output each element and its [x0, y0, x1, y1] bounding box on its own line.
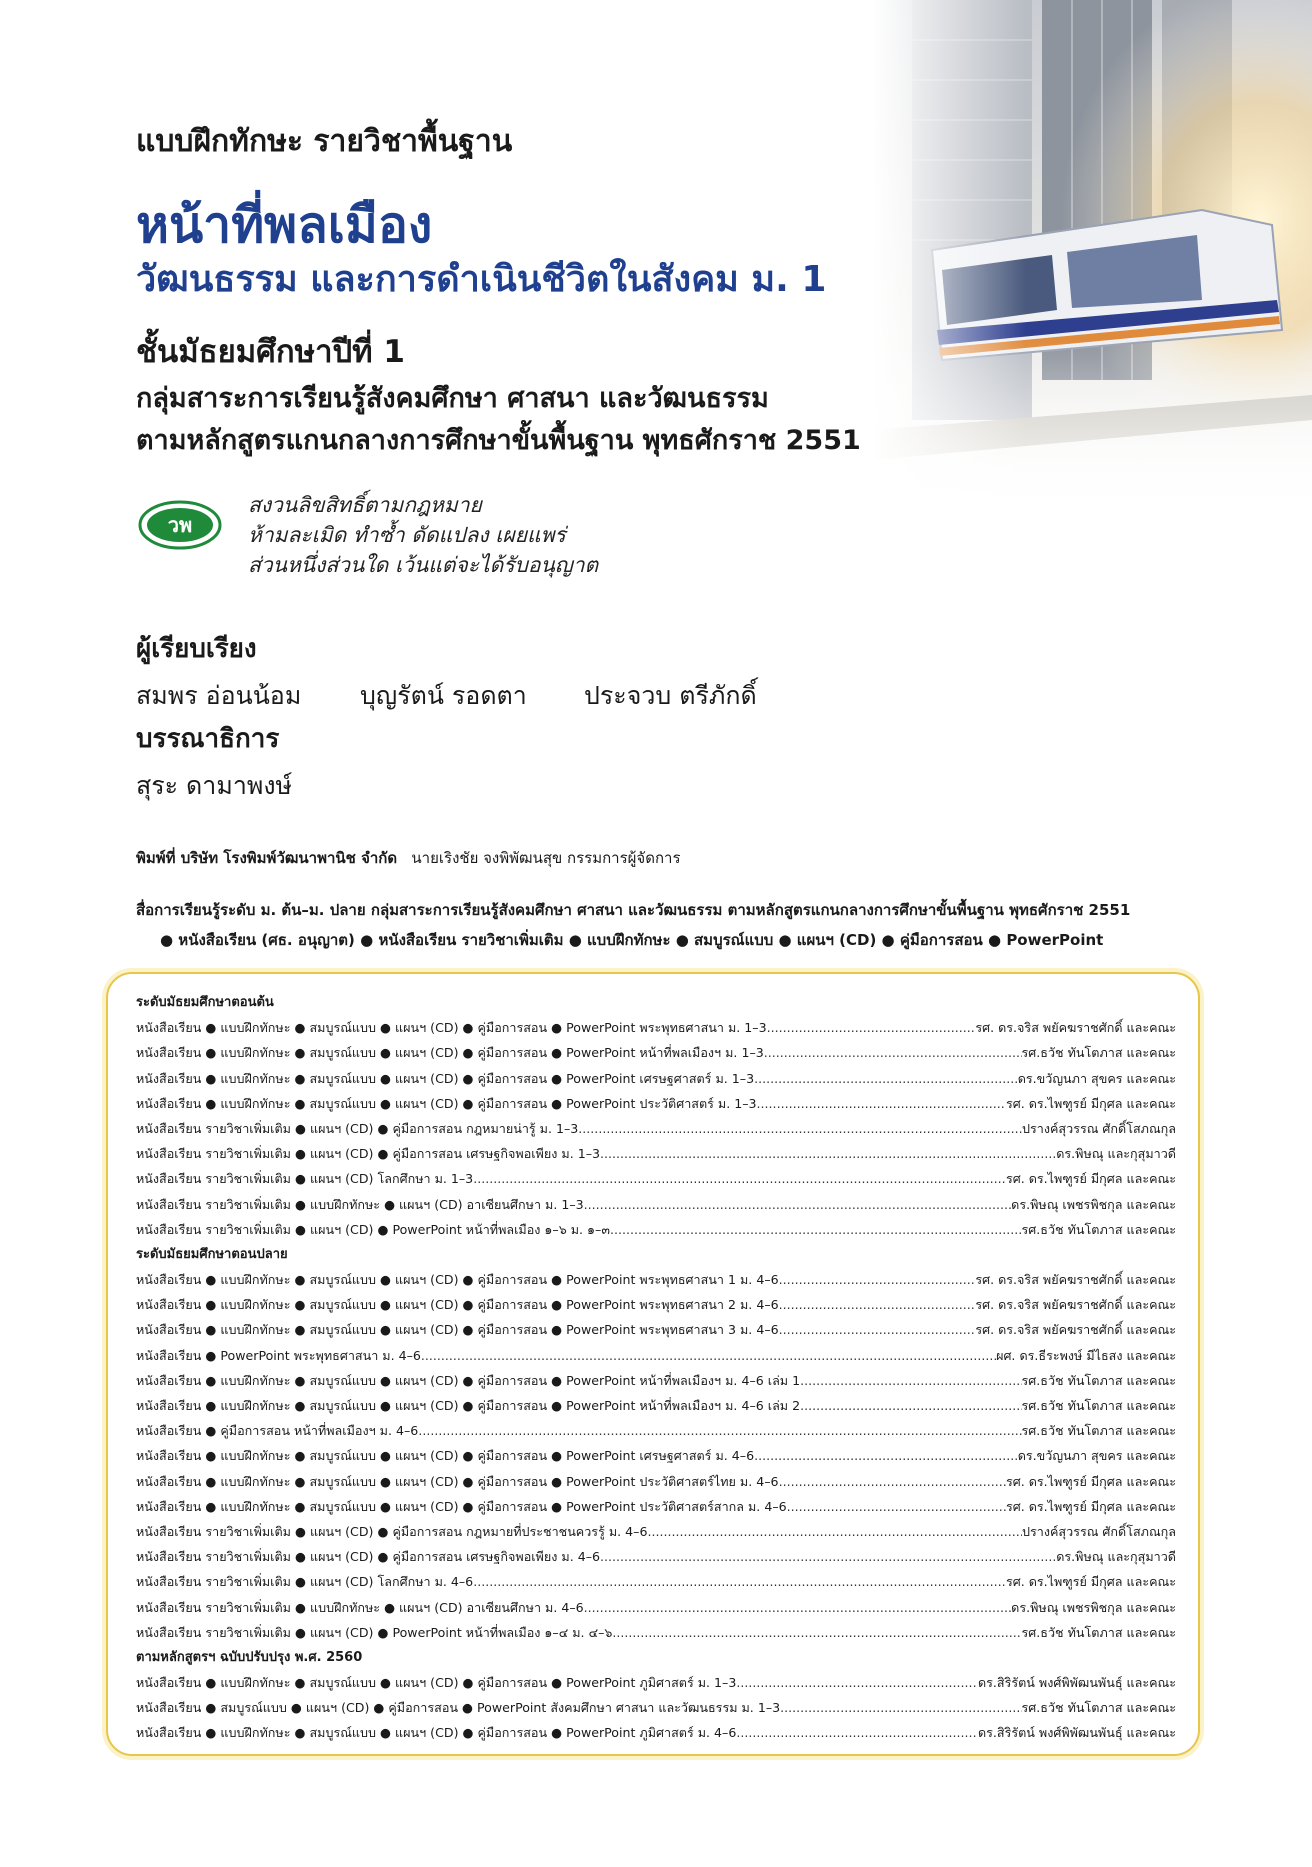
catalog-item-author: ดร.พิษณุ และกุสุมาวดี — [1056, 1146, 1176, 1162]
publisher-logo-text: วพ — [167, 513, 193, 537]
catalog-item — [136, 1066, 1176, 1091]
dot-leader — [610, 1217, 1022, 1242]
dot-leader — [473, 1166, 1006, 1191]
dot-leader — [736, 1720, 978, 1745]
catalog-item-title: หนังสือเรียน ● แบบฝึกทักษะ ● สมบูรณ์แบบ ● แผนฯ (CD) ● คู่มือการสอน ● PowerPoint ภูมิศาสตร์ ม. 4–6 — [136, 1725, 737, 1741]
catalog-item-title: หนังสือเรียน ● แบบฝึกทักษะ ● สมบูรณ์แบบ ● แผนฯ (CD) ● คู่มือการสอน ● PowerPoint พระพุทธศาสนา ม. 1–3 — [136, 1020, 767, 1036]
dot-leader — [767, 1015, 976, 1040]
book-subtitle: วัฒนธรรม และการดำเนินชีวิตในสังคม ม. 1 — [136, 259, 827, 300]
catalog-item-author: รศ.ธวัช ทันโตภาส และคณะ — [1021, 1398, 1176, 1413]
dot-leader — [600, 1544, 1056, 1569]
dot-leader — [418, 1418, 1021, 1443]
catalog-item — [136, 1443, 1176, 1468]
catalog-item-title: หนังสือเรียน รายวิชาเพิ่มเติม ● แผนฯ (CD) ● คู่มือการสอน กฎหมายที่ประชาชนควรรู้ ม. 4–6 — [136, 1523, 648, 1539]
catalog-item — [136, 1393, 1176, 1418]
dot-leader — [754, 1066, 1018, 1091]
book-catalog — [136, 990, 1176, 1746]
dot-leader — [421, 1343, 996, 1368]
editor-label: บรรณาธิการ — [136, 724, 280, 754]
printer-label: พิมพ์ที่ บริษัท โรงพิมพ์วัฒนาพานิช จำกัด — [136, 849, 398, 867]
catalog-item-title: หนังสือเรียน ● แบบฝึกทักษะ ● สมบูรณ์แบบ ● แผนฯ (CD) ● คู่มือการสอน ● PowerPoint หน้าที่พลเมืองฯ ม. 4–6 เล่ม 2 — [136, 1398, 801, 1413]
catalog-item-author: รศ.ธวัช ทันโตภาส และคณะ — [1021, 1700, 1176, 1716]
author-name: สมพร อ่อนน้อม — [136, 681, 302, 710]
curriculum: ตามหลักสูตรแกนกลางการศึกษาขั้นพื้นฐาน พุทธศักราช 2551 — [136, 425, 861, 456]
catalog-item-title: หนังสือเรียน ● สมบูรณ์แบบ ● แผนฯ (CD) ● คู่มือการสอน ● PowerPoint สังคมศึกษา ศาสนา และวัฒนธรรม ม. 1–3 — [136, 1700, 781, 1716]
catalog-item-title: หนังสือเรียน รายวิชาเพิ่มเติม ● แผนฯ (CD) ● คู่มือการสอน เศรษฐกิจพอเพียง ม. 4–6 — [136, 1549, 601, 1565]
catalog-section-heading: ตามหลักสูตรฯ ฉบับปรับปรุง พ.ศ. 2560 — [136, 1649, 363, 1665]
catalog-item-author: ดร.ขวัญนภา สุขคร และคณะ — [1017, 1448, 1176, 1464]
cover-skytrain-image — [872, 0, 1312, 520]
dot-leader — [779, 1317, 976, 1342]
dot-leader — [779, 1469, 1006, 1494]
catalog-item — [136, 1267, 1176, 1292]
authors-label: ผู้เรียบเรียง — [136, 634, 257, 664]
grade-level: ชั้นมัธยมศึกษาปีที่ 1 — [136, 334, 405, 370]
dot-leader — [736, 1670, 978, 1695]
catalog-item-title: หนังสือเรียน รายวิชาเพิ่มเติม ● แผนฯ (CD) ● PowerPoint หน้าที่พลเมือง ๑–๖ ม. ๑–๓ — [136, 1221, 610, 1237]
catalog-item — [136, 1040, 1176, 1065]
catalog-item — [136, 1141, 1176, 1166]
catalog-item — [136, 1695, 1176, 1720]
catalog-item — [136, 1116, 1176, 1141]
dot-leader — [780, 1695, 1021, 1720]
catalog-item-title: หนังสือเรียน ● แบบฝึกทักษะ ● สมบูรณ์แบบ ● แผนฯ (CD) ● คู่มือการสอน ● PowerPoint ประวัติศาสตร์สากล ม. 4–6 — [136, 1498, 787, 1514]
catalog-item-author: ดร.สิริรัตน์ พงศ์พิพัฒนพันธุ์ และคณะ — [977, 1725, 1176, 1741]
catalog-item-author: รศ. ดร.ไพฑูรย์ มีกุศล และคณะ — [1005, 1473, 1176, 1489]
copyright-line: ส่วนหนึ่งส่วนใด เว้นแต่จะได้รับอนุญาต — [248, 553, 599, 577]
catalog-item-author: รศ.ธวัช ทันโตภาส และคณะ — [1021, 1372, 1176, 1388]
catalog-item — [136, 1368, 1176, 1393]
catalog-item-author: ปรางค์สุวรรณ ศักดิ์โสภณกุล — [1022, 1523, 1176, 1539]
dot-leader — [800, 1368, 1021, 1393]
catalog-item-author: ดร.พิษณุ และกุสุมาวดี — [1056, 1549, 1176, 1565]
media-types-line: ● หนังสือเรียน (ศธ. อนุญาต) ● หนังสือเรียน รายวิชาเพิ่มเติม ● แบบฝึกทักษะ ● สมบูรณ์แบบ ● แผนฯ (CD) ● คู่มือการสอน ● PowerPoint — [160, 931, 1104, 949]
catalog-item-author: รศ.ธวัช ทันโตภาส และคณะ — [1021, 1221, 1176, 1237]
catalog-item-title: หนังสือเรียน ● แบบฝึกทักษะ ● สมบูรณ์แบบ ● แผนฯ (CD) ● คู่มือการสอน ● PowerPoint พระพุทธศาสนา 2 ม. 4–6 — [136, 1297, 779, 1313]
dot-leader — [764, 1040, 1022, 1065]
catalog-item-author: รศ. ดร.จริส พยัคฆราชศักดิ์ และคณะ — [975, 1272, 1176, 1288]
catalog-item-author: ดร.ขวัญนภา สุขคร และคณะ — [1017, 1070, 1176, 1086]
printer-info — [136, 846, 681, 870]
dot-leader — [578, 1116, 1022, 1141]
dot-leader — [584, 1192, 1012, 1217]
publisher-logo — [138, 500, 222, 550]
catalog-item — [136, 1469, 1176, 1494]
subject-group: กลุ่มสาระการเรียนรู้สังคมศึกษา ศาสนา และวัฒนธรรม — [136, 383, 769, 414]
dot-leader — [779, 1292, 976, 1317]
catalog-item-title: หนังสือเรียน ● คู่มือการสอน หน้าที่พลเมืองฯ ม. 4–6 — [136, 1423, 419, 1439]
catalog-item-author: รศ. ดร.ไพฑูรย์ มีกุศล และคณะ — [1005, 1171, 1176, 1187]
catalog-item-author: รศ. ดร.จริส พยัคฆราชศักดิ์ และคณะ — [975, 1020, 1176, 1036]
media-series-line: สื่อการเรียนรู้ระดับ ม. ต้น–ม. ปลาย กลุ่มสาระการเรียนรู้สังคมศึกษา ศาสนา และวัฒนธรรม ตามหลักสูตรแกนกลางการศึกษาขั้นพื้นฐาน พุทธศักราช 2551 — [136, 901, 1131, 919]
catalog-item — [136, 1720, 1176, 1745]
catalog-item — [136, 1217, 1176, 1242]
catalog-item — [136, 1317, 1176, 1342]
copyright-line: ห้ามละเมิด ทำซ้ำ ดัดแปลง เผยแพร่ — [248, 523, 566, 547]
catalog-item-title: หนังสือเรียน ● แบบฝึกทักษะ ● สมบูรณ์แบบ ● แผนฯ (CD) ● คู่มือการสอน ● PowerPoint พระพุทธศาสนา 1 ม. 4–6 — [136, 1272, 779, 1288]
catalog-item — [136, 1620, 1176, 1645]
catalog-item-title: หนังสือเรียน ● แบบฝึกทักษะ ● สมบูรณ์แบบ ● แผนฯ (CD) ● คู่มือการสอน ● PowerPoint หน้าที่พลเมืองฯ ม. 4–6 เล่ม 1 — [136, 1372, 801, 1388]
catalog-item-title: หนังสือเรียน รายวิชาเพิ่มเติม ● แผนฯ (CD) ● คู่มือการสอน เศรษฐกิจพอเพียง ม. 1–3 — [136, 1146, 601, 1162]
catalog-item-author: รศ. ดร.ไพฑูรย์ มีกุศล และคณะ — [1005, 1574, 1176, 1590]
book-title: หน้าที่พลเมือง — [136, 196, 433, 254]
catalog-item-title: หนังสือเรียน ● PowerPoint พระพุทธศาสนา ม. 4–6 — [136, 1347, 421, 1363]
catalog-item-author: รศ.ธวัช ทันโตภาส และคณะ — [1021, 1423, 1176, 1439]
dot-leader — [647, 1519, 1022, 1544]
catalog-item-author: รศ. ดร.จริส พยัคฆราชศักดิ์ และคณะ — [975, 1322, 1176, 1338]
catalog-item-author: รศ. ดร.ไพฑูรย์ มีกุศล และคณะ — [1005, 1498, 1176, 1514]
dot-leader — [800, 1393, 1021, 1418]
catalog-item-author: รศ. ดร.ไพฑูรย์ มีกุศล และคณะ — [1005, 1095, 1176, 1111]
catalog-item-title: หนังสือเรียน ● แบบฝึกทักษะ ● สมบูรณ์แบบ ● แผนฯ (CD) ● คู่มือการสอน ● PowerPoint ภูมิศาสตร์ ม. 1–3 — [136, 1675, 737, 1691]
catalog-item-title: หนังสือเรียน ● แบบฝึกทักษะ ● สมบูรณ์แบบ ● แผนฯ (CD) ● คู่มือการสอน ● PowerPoint ประวัติศาสตร์ไทย ม. 4–6 — [136, 1473, 779, 1489]
dot-leader — [787, 1494, 1006, 1519]
catalog-item-title: หนังสือเรียน รายวิชาเพิ่มเติม ● แบบฝึกทักษะ ● แผนฯ (CD) อาเซียนศึกษา ม. 1–3 — [136, 1196, 584, 1212]
dot-leader — [473, 1569, 1006, 1594]
catalog-item — [136, 1544, 1176, 1569]
catalog-section-heading: ระดับมัธยมศึกษาตอนปลาย — [136, 1246, 288, 1262]
dot-leader — [600, 1141, 1056, 1166]
printer-manager: นายเริงชัย จงพิพัฒนสุข กรรมการผู้จัดการ — [411, 849, 681, 867]
catalog-item-author: ผศ. ดร.ธีระพงษ์ มีไธสง และคณะ — [996, 1347, 1176, 1363]
catalog-item-title: หนังสือเรียน ● แบบฝึกทักษะ ● สมบูรณ์แบบ ● แผนฯ (CD) ● คู่มือการสอน ● PowerPoint เศรษฐศาสตร์ ม. 1–3 — [136, 1070, 755, 1086]
catalog-item-title: หนังสือเรียน รายวิชาเพิ่มเติม ● แบบฝึกทักษะ ● แผนฯ (CD) อาเซียนศึกษา ม. 4–6 — [136, 1599, 584, 1615]
catalog-item — [136, 1494, 1176, 1519]
catalog-item — [136, 1091, 1176, 1116]
dot-leader — [779, 1267, 976, 1292]
copyright-notice — [248, 490, 598, 580]
catalog-item-author: รศ.ธวัช ทันโตภาส และคณะ — [1021, 1624, 1176, 1640]
catalog-item-author: ดร.พิษณุ เพชรพิชกุล และคณะ — [1011, 1599, 1176, 1615]
catalog-item-title: หนังสือเรียน รายวิชาเพิ่มเติม ● แผนฯ (CD) ● คู่มือการสอน กฎหมายน่ารู้ ม. 1–3 — [136, 1120, 579, 1136]
catalog-item-author: รศ.ธวัช ทันโตภาส และคณะ — [1021, 1045, 1176, 1061]
catalog-item-title: หนังสือเรียน ● แบบฝึกทักษะ ● สมบูรณ์แบบ ● แผนฯ (CD) ● คู่มือการสอน ● PowerPoint หน้าที่พลเมืองฯ ม. 1–3 — [136, 1045, 764, 1061]
catalog-item — [136, 1670, 1176, 1695]
catalog-item — [136, 1166, 1176, 1191]
catalog-item — [136, 1015, 1176, 1040]
dot-leader — [584, 1595, 1012, 1620]
catalog-item-title: หนังสือเรียน ● แบบฝึกทักษะ ● สมบูรณ์แบบ ● แผนฯ (CD) ● คู่มือการสอน ● PowerPoint เศรษฐศาสตร์ ม. 4–6 — [136, 1448, 755, 1464]
catalog-item-title: หนังสือเรียน ● แบบฝึกทักษะ ● สมบูรณ์แบบ ● แผนฯ (CD) ● คู่มือการสอน ● PowerPoint ประวัติศาสตร์ ม. 1–3 — [136, 1095, 757, 1111]
catalog-item-title: หนังสือเรียน รายวิชาเพิ่มเติม ● แผนฯ (CD) โลกศึกษา ม. 1–3 — [136, 1171, 474, 1187]
catalog-item — [136, 1569, 1176, 1594]
catalog-item-author: ดร.พิษณุ เพชรพิชกุล และคณะ — [1011, 1196, 1176, 1212]
dot-leader — [612, 1620, 1021, 1645]
catalog-item-author: ปรางค์สุวรรณ ศักดิ์โสภณกุล — [1022, 1120, 1176, 1136]
catalog-item — [136, 1343, 1176, 1368]
editor-name: สุระ ดามาพงษ์ — [136, 771, 293, 800]
catalog-item-title: หนังสือเรียน ● แบบฝึกทักษะ ● สมบูรณ์แบบ ● แผนฯ (CD) ● คู่มือการสอน ● PowerPoint พระพุทธศาสนา 3 ม. 4–6 — [136, 1322, 779, 1338]
author-name: บุญรัตน์ รอดตา — [360, 681, 527, 710]
copyright-line: สงวนลิขสิทธิ์ตามกฎหมาย — [248, 493, 482, 517]
catalog-item — [136, 1595, 1176, 1620]
dot-leader — [754, 1443, 1018, 1468]
catalog-section-heading: ระดับมัธยมศึกษาตอนต้น — [136, 995, 274, 1010]
catalog-item — [136, 1418, 1176, 1443]
catalog-item-title: หนังสือเรียน รายวิชาเพิ่มเติม ● แผนฯ (CD) ● PowerPoint หน้าที่พลเมือง ๑–๔ ม. ๔–๖ — [136, 1624, 613, 1640]
catalog-item-title: หนังสือเรียน รายวิชาเพิ่มเติม ● แผนฯ (CD) โลกศึกษา ม. 4–6 — [136, 1574, 474, 1590]
catalog-item-author: ดร.สิริรัตน์ พงศ์พิพัฒนพันธุ์ และคณะ — [977, 1675, 1176, 1691]
series-title: แบบฝึกทักษะ รายวิชาพื้นฐาน — [136, 124, 513, 159]
author-name: ประจวบ ตรีภักดิ์ — [584, 681, 757, 710]
catalog-item — [136, 1292, 1176, 1317]
catalog-item — [136, 1519, 1176, 1544]
catalog-item-author: รศ. ดร.จริส พยัคฆราชศักดิ์ และคณะ — [975, 1297, 1176, 1313]
catalog-item — [136, 1192, 1176, 1217]
dot-leader — [757, 1091, 1006, 1116]
